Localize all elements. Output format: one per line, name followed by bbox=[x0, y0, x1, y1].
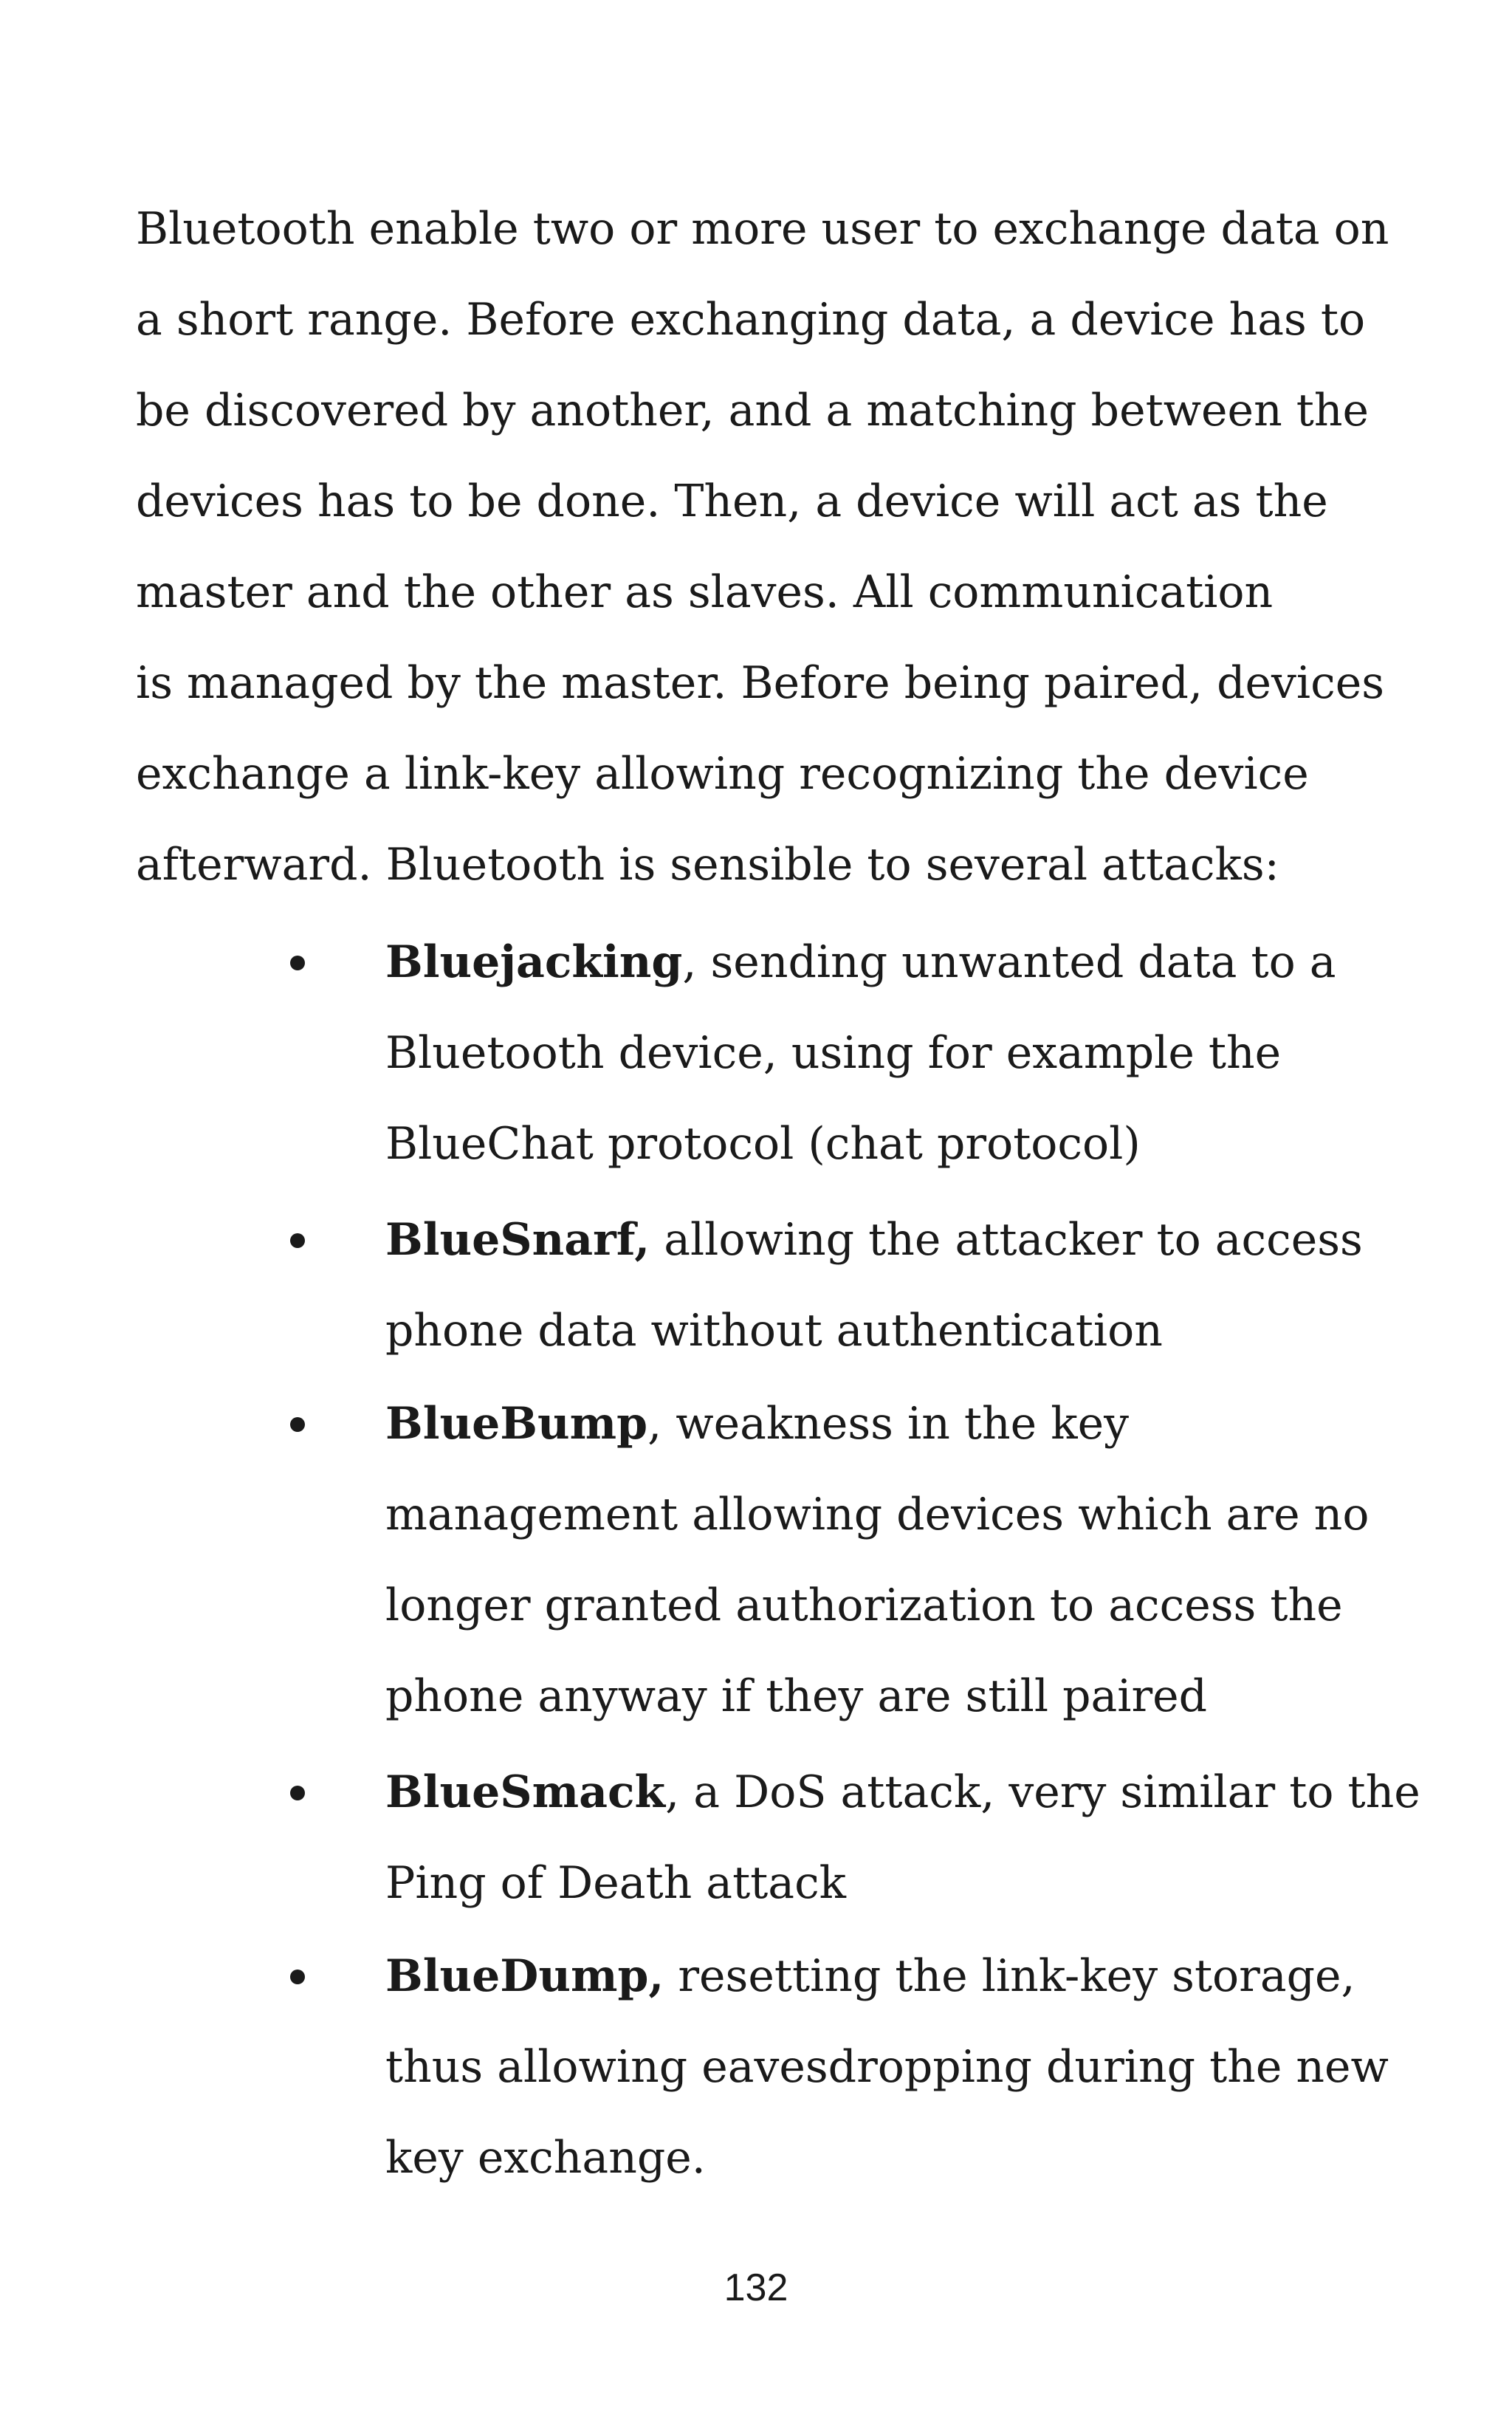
list-item-line: Ping of Death attack bbox=[385, 1857, 847, 1909]
attack-description: resetting the link-key storage, bbox=[664, 1950, 1355, 2002]
attack-term: Bluejacking bbox=[385, 936, 683, 988]
list-item-first-line bbox=[385, 1210, 1363, 1269]
paragraph-line: is managed by the master. Before being paired, devices bbox=[136, 657, 1384, 709]
attack-description: , weakness in the key bbox=[647, 1398, 1130, 1450]
attack-term: BlueSnarf, bbox=[385, 1214, 650, 1266]
attack-term: BlueBump bbox=[385, 1398, 648, 1450]
list-item-line: Bluetooth device, using for example the bbox=[385, 1027, 1282, 1079]
list-item-line: longer granted authorization to access the bbox=[385, 1580, 1343, 1631]
list-item-line: key exchange. bbox=[385, 2132, 706, 2184]
attack-description: allowing the attacker to access bbox=[650, 1214, 1363, 1266]
list-item-line: BlueChat protocol (chat protocol) bbox=[385, 1118, 1141, 1170]
attack-term: BlueDump, bbox=[385, 1950, 664, 2002]
list-item-line: phone anyway if they are still paired bbox=[385, 1670, 1208, 1722]
list-item-line: phone data without authentication bbox=[385, 1305, 1163, 1357]
paragraph-line: a short range. Before exchanging data, a device has to bbox=[136, 294, 1366, 346]
list-item-first-line bbox=[385, 1763, 1420, 1822]
bullet-icon bbox=[290, 1786, 305, 1800]
bullet-icon bbox=[290, 1417, 305, 1432]
list-item-line: management allowing devices which are no bbox=[385, 1489, 1370, 1540]
list-item-first-line bbox=[385, 1947, 1355, 2006]
list-item-line: thus allowing eavesdropping during the new bbox=[385, 2041, 1389, 2093]
page-number: 132 bbox=[724, 2266, 788, 2309]
paragraph-line: afterward. Bluetooth is sensible to several attacks: bbox=[136, 839, 1279, 891]
bullet-icon bbox=[290, 1970, 305, 1984]
paragraph-line: Bluetooth enable two or more user to exchange data on bbox=[136, 203, 1389, 255]
bullet-icon bbox=[290, 1233, 305, 1248]
paragraph-line: devices has to be done. Then, a device will act as the bbox=[136, 476, 1328, 527]
list-item-first-line bbox=[385, 1394, 1129, 1453]
bullet-icon bbox=[290, 956, 305, 970]
paragraph-line: be discovered by another, and a matching between the bbox=[136, 385, 1370, 436]
attack-description: , sending unwanted data to a bbox=[682, 936, 1336, 988]
list-item-first-line bbox=[385, 933, 1336, 992]
paragraph-line: master and the other as slaves. All communication bbox=[136, 566, 1274, 618]
attack-description: , a DoS attack, very similar to the bbox=[665, 1766, 1420, 1818]
attack-term: BlueSmack bbox=[385, 1766, 666, 1818]
paragraph-line: exchange a link-key allowing recognizing the device bbox=[136, 748, 1309, 800]
